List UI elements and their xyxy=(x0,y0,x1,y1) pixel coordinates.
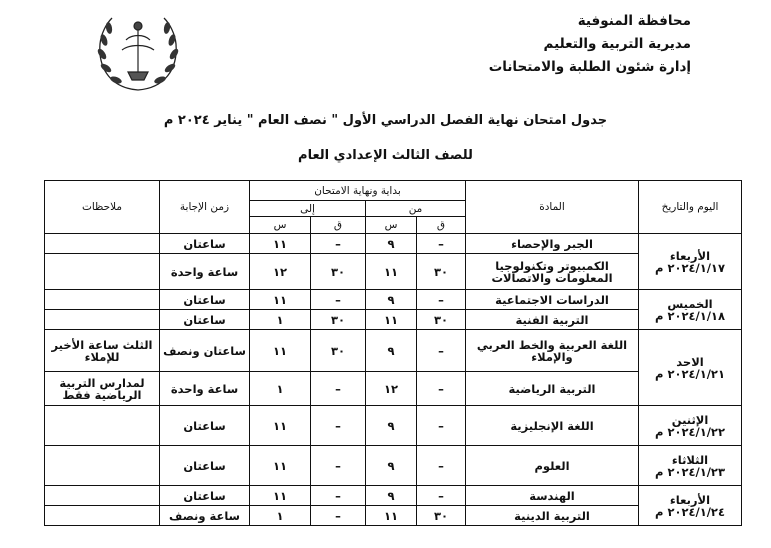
from-minute-cell: – xyxy=(417,446,466,486)
note-cell: لمدارس التربية الرياضية فقط xyxy=(45,372,160,406)
to-minute-cell: – xyxy=(311,446,366,486)
from-hour-cell: ٩ xyxy=(366,290,417,310)
subject-cell: التربية الرياضية xyxy=(466,372,639,406)
col-from-minute: ق xyxy=(417,217,466,234)
table-row xyxy=(45,330,742,372)
day-cell xyxy=(639,234,742,290)
day-cell xyxy=(639,330,742,406)
document-header xyxy=(489,10,691,79)
day-date: ٢٠٢٤/١/٢١ م xyxy=(655,366,725,381)
from-hour-cell: ٩ xyxy=(366,486,417,506)
from-minute-cell: – xyxy=(417,290,466,310)
from-minute-cell: ٣٠ xyxy=(417,254,466,290)
col-day-date: اليوم والتاريخ xyxy=(639,181,742,234)
table-row xyxy=(45,234,742,254)
subject-cell: اللغة العربية والخط العربي والإملاء xyxy=(466,330,639,372)
subject-cell: الدراسات الاجتماعية xyxy=(466,290,639,310)
from-hour-cell: ١١ xyxy=(366,506,417,526)
col-to: إلى xyxy=(250,201,366,217)
day-date: ٢٠٢٤/١/١٧ م xyxy=(655,260,725,275)
col-subject: المادة xyxy=(466,181,639,234)
governorate-emblem-icon xyxy=(92,10,184,96)
day-cell xyxy=(639,486,742,526)
from-hour-cell: ٩ xyxy=(366,330,417,372)
day-cell xyxy=(639,406,742,446)
note-cell: الثلث ساعة الأخير للإملاء xyxy=(45,330,160,372)
note-cell xyxy=(45,234,160,254)
to-minute-cell: – xyxy=(311,234,366,254)
table-row xyxy=(45,372,742,406)
to-hour-cell: ١١ xyxy=(250,290,311,310)
note-cell xyxy=(45,486,160,506)
to-hour-cell: ١١ xyxy=(250,486,311,506)
col-to-hour: س xyxy=(250,217,311,234)
from-minute-cell: – xyxy=(417,330,466,372)
col-start-end: بداية ونهاية الامتحان xyxy=(250,181,466,201)
subject-cell: الجبر والإحصاء xyxy=(466,234,639,254)
day-date: ٢٠٢٤/١/١٨ م xyxy=(655,308,725,323)
directorate-name: مديرية التربية والتعليم xyxy=(543,36,691,52)
duration-cell: ساعتان ونصف xyxy=(160,330,250,372)
note-cell xyxy=(45,406,160,446)
duration-cell: ساعتان xyxy=(160,310,250,330)
table-row xyxy=(45,506,742,526)
from-hour-cell: ٩ xyxy=(366,446,417,486)
from-minute-cell: – xyxy=(417,372,466,406)
subject-cell: الكمبيوتر وتكنولوجيا المعلومات والاتصالات xyxy=(466,254,639,290)
from-minute-cell: – xyxy=(417,234,466,254)
to-minute-cell: ٣٠ xyxy=(311,310,366,330)
col-to-minute: ق xyxy=(311,217,366,234)
from-hour-cell: ٩ xyxy=(366,406,417,446)
duration-cell: ساعة واحدة xyxy=(160,372,250,406)
to-minute-cell: – xyxy=(311,290,366,310)
note-cell xyxy=(45,290,160,310)
to-minute-cell: ٣٠ xyxy=(311,330,366,372)
schedule-title: جدول امتحان نهاية الفصل الدراسي الأول " نصف العام " يناير ٢٠٢٤ م xyxy=(163,113,608,128)
note-cell xyxy=(45,254,160,290)
table-row xyxy=(45,310,742,330)
to-minute-cell: ٣٠ xyxy=(311,254,366,290)
from-hour-cell: ٩ xyxy=(366,234,417,254)
duration-cell: ساعتان xyxy=(160,446,250,486)
day-name: الإثنين xyxy=(671,412,709,427)
subject-cell: العلوم xyxy=(466,446,639,486)
duration-cell: ساعتان xyxy=(160,234,250,254)
day-name: الأربعاء xyxy=(669,248,711,263)
governorate-name: محافظة المنوفية xyxy=(577,13,691,29)
from-hour-cell: ١١ xyxy=(366,254,417,290)
col-from: من xyxy=(366,201,466,217)
table-row xyxy=(45,446,742,486)
note-cell xyxy=(45,310,160,330)
exam-schedule-table xyxy=(44,180,742,526)
duration-cell: ساعتان xyxy=(160,290,250,310)
to-minute-cell: – xyxy=(311,506,366,526)
to-hour-cell: ١ xyxy=(250,310,311,330)
table-row xyxy=(45,406,742,446)
from-minute-cell: ٣٠ xyxy=(417,506,466,526)
note-cell xyxy=(45,446,160,486)
duration-cell: ساعتان xyxy=(160,486,250,506)
to-hour-cell: ١١ xyxy=(250,234,311,254)
to-hour-cell: ١ xyxy=(250,506,311,526)
grade-title: للصف الثالث الإعدادي العام xyxy=(298,148,473,163)
day-name: الخميس xyxy=(667,296,713,311)
department-name: إدارة شئون الطلبة والامتحانات xyxy=(488,59,691,75)
to-minute-cell: – xyxy=(311,406,366,446)
from-minute-cell: – xyxy=(417,486,466,506)
table-row xyxy=(45,254,742,290)
from-hour-cell: ١٢ xyxy=(366,372,417,406)
note-cell xyxy=(45,506,160,526)
duration-cell: ساعة واحدة xyxy=(160,254,250,290)
day-cell xyxy=(639,290,742,330)
from-minute-cell: ٣٠ xyxy=(417,310,466,330)
table-row xyxy=(45,486,742,506)
to-minute-cell: – xyxy=(311,486,366,506)
to-hour-cell: ١ xyxy=(250,372,311,406)
subject-cell: اللغة الإنجليزية xyxy=(466,406,639,446)
from-hour-cell: ١١ xyxy=(366,310,417,330)
day-date: ٢٠٢٤/١/٢٤ م xyxy=(655,504,725,519)
duration-cell: ساعة ونصف xyxy=(160,506,250,526)
day-name: الأربعاء xyxy=(669,492,711,507)
subject-cell: الهندسة xyxy=(466,486,639,506)
day-name: الثلاثاء xyxy=(671,452,709,467)
day-cell xyxy=(639,446,742,486)
day-date: ٢٠٢٤/١/٢٣ م xyxy=(655,464,725,479)
to-hour-cell: ١١ xyxy=(250,330,311,372)
subject-cell: التربية الدينية xyxy=(466,506,639,526)
to-hour-cell: ١١ xyxy=(250,446,311,486)
day-name: الاحد xyxy=(676,354,704,369)
day-date: ٢٠٢٤/١/٢٢ م xyxy=(655,424,725,439)
to-minute-cell: – xyxy=(311,372,366,406)
col-from-hour: س xyxy=(366,217,417,234)
from-minute-cell: – xyxy=(417,406,466,446)
col-duration: زمن الإجابة xyxy=(160,181,250,234)
col-notes: ملاحظات xyxy=(45,181,160,234)
duration-cell: ساعتان xyxy=(160,406,250,446)
to-hour-cell: ١١ xyxy=(250,406,311,446)
table-row xyxy=(45,290,742,310)
subject-cell: التربية الفنية xyxy=(466,310,639,330)
to-hour-cell: ١٢ xyxy=(250,254,311,290)
